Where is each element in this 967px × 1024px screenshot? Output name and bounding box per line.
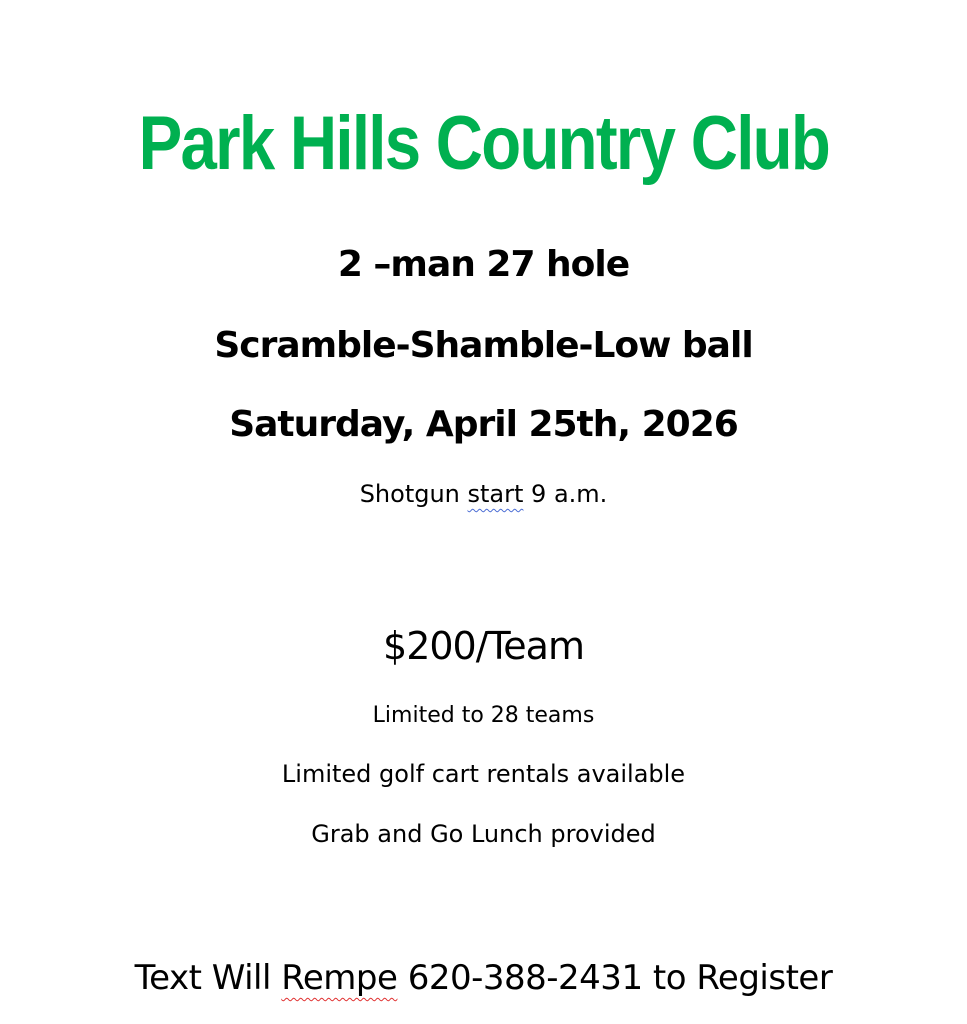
event-date: Saturday, April 25th, 2026: [229, 404, 738, 445]
event-format: 2 –man 27 hole: [337, 244, 630, 285]
register-suffix: 620-388-2431 to Register: [397, 958, 833, 998]
register-name-spelling-flag: Rempe: [281, 958, 398, 998]
start-time: [0, 480, 967, 508]
lunch-info: Grab and Go Lunch provided: [311, 820, 656, 848]
club-title: Park Hills Country Club: [138, 101, 830, 186]
team-limit: Limited to 28 teams: [372, 703, 595, 728]
start-word-grammar-flag: start: [467, 480, 524, 508]
cart-rentals: Limited golf cart rentals available: [281, 760, 686, 788]
start-time-suffix: 9 a.m.: [523, 480, 608, 508]
game-type: Scramble-Shamble-Low ball: [214, 325, 753, 366]
start-time-prefix: Shotgun: [359, 480, 468, 508]
register-prefix: Text Will: [134, 958, 282, 998]
team-price: $200/Team: [383, 624, 584, 668]
register-line: [0, 958, 967, 998]
